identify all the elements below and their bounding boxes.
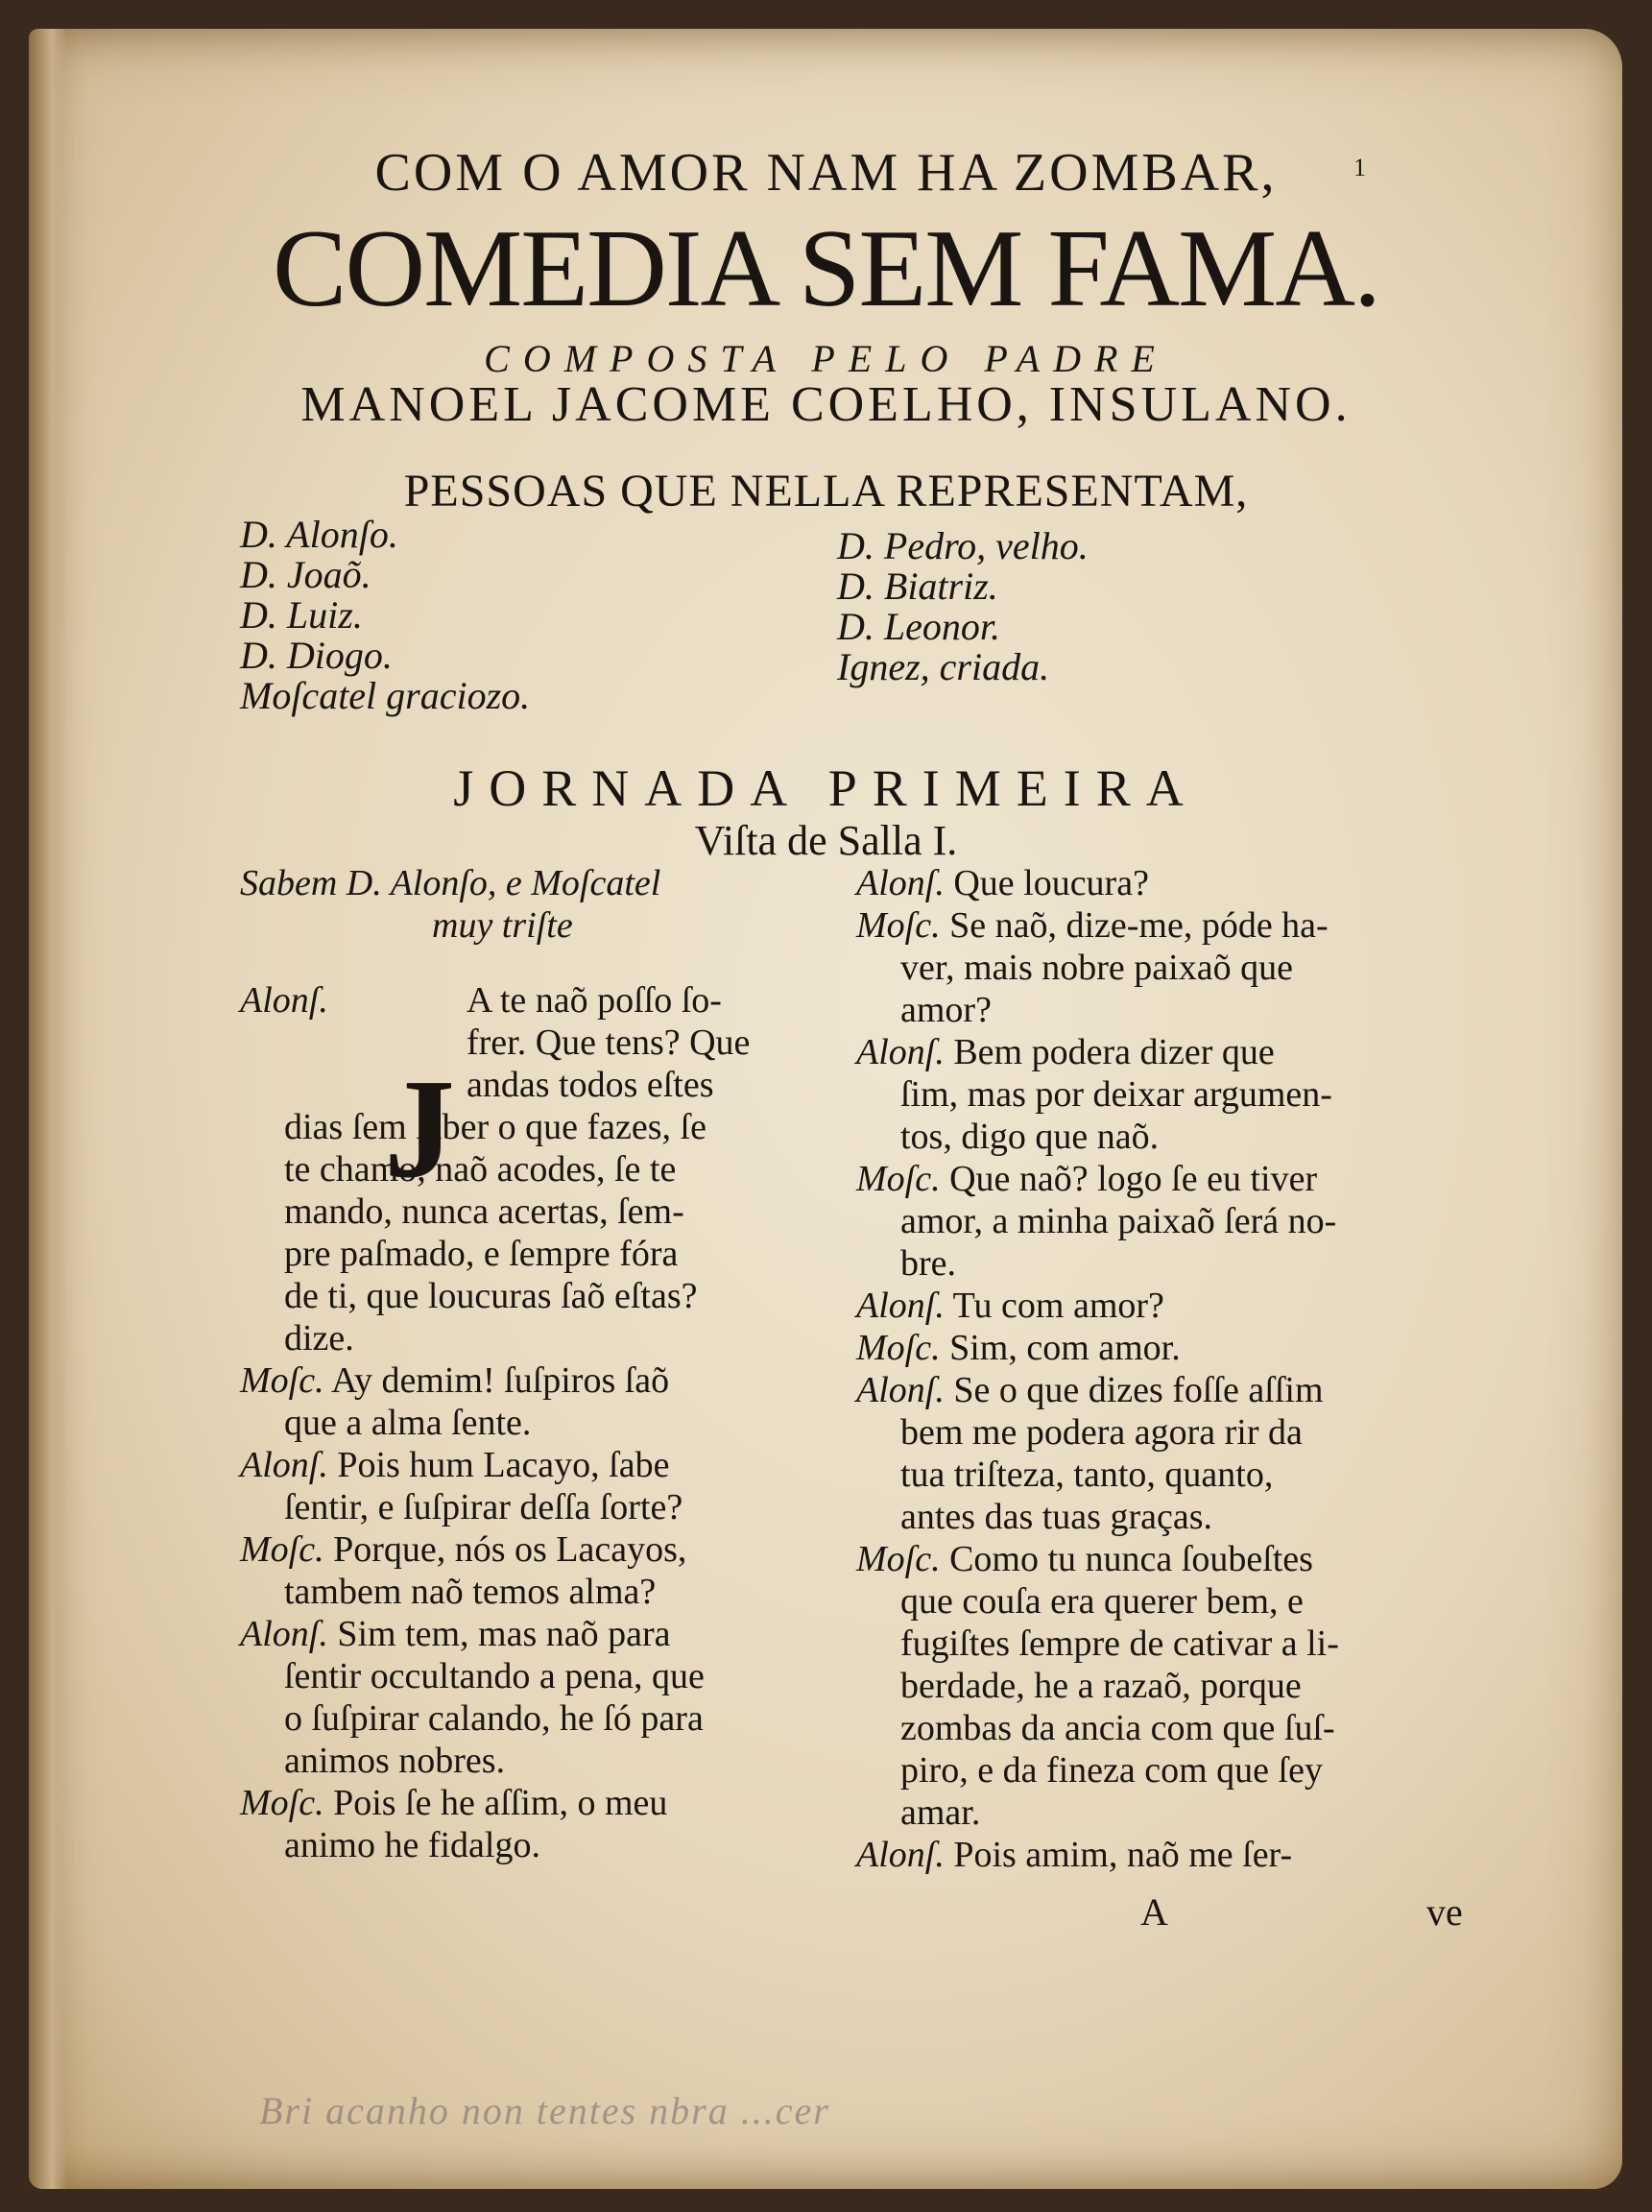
line-text: mando, nunca acertas, ſem-: [284, 1191, 684, 1232]
line-text: que couſa era querer bem, e: [900, 1581, 1304, 1622]
line-text: que a alma ſente.: [284, 1403, 532, 1443]
line-text: Pois ſe he aſſim, o meu: [333, 1783, 668, 1823]
line-text: de ti, que loucuras ſaõ eſtas?: [284, 1276, 698, 1316]
dialogue-line: [856, 1369, 1451, 1411]
speaker-label: Moſc.: [856, 1539, 941, 1579]
line-text: Se naõ, dize-me, póde ha-: [949, 905, 1329, 946]
text-line: A te naõ poſſo ſo-: [467, 980, 722, 1021]
line-text: Sim, com amor.: [949, 1328, 1181, 1368]
line-text: bre.: [900, 1243, 957, 1284]
dialogue-line: [856, 1749, 1451, 1791]
author: MANOEL JACOME COELHO, INSULANO.: [300, 377, 1352, 432]
dialogue-line: [856, 1538, 1451, 1580]
cast-item: D. Biatriz.: [837, 565, 998, 608]
line-text: Ay demim! ſuſpiros ſaõ: [330, 1360, 670, 1401]
dialogue-line: [240, 1233, 845, 1275]
dialogue-line: [856, 989, 1451, 1031]
dialogue-line: [240, 1528, 845, 1571]
speaker-label: Alonſ.: [856, 863, 945, 903]
speaker-label: Alonſ.: [240, 1445, 328, 1485]
line-text: Que naõ? logo ſe eu tiver: [949, 1159, 1318, 1199]
dialogue-line: [856, 1242, 1451, 1285]
cast-item: D. Leonor.: [837, 605, 1001, 648]
cast-list-right: [837, 526, 1089, 687]
act-title: JORNADA PRIMEIRA: [453, 759, 1199, 817]
cast-item: D. Diogo.: [240, 634, 393, 677]
dialogue-line: [856, 1623, 1451, 1665]
line-text: Como tu nunca ſoubeſtes: [949, 1539, 1313, 1579]
speaker-label: Moſc.: [240, 1783, 324, 1823]
speaker-label: Moſc.: [856, 1159, 941, 1199]
dialogue-line: [240, 1697, 845, 1740]
line-text: tambem naõ temos alma?: [284, 1572, 657, 1612]
speaker-label: Moſc.: [240, 1360, 324, 1401]
stage-direction: muy triſte: [432, 905, 573, 946]
text-line: frer. Que tens? Que: [467, 1022, 751, 1063]
dialogue-line: [240, 1571, 845, 1613]
dialogue-line: [856, 862, 1451, 904]
cast-item: D. Pedro, velho.: [837, 524, 1089, 567]
dialogue-line: [240, 1402, 845, 1444]
dialogue-line: [240, 1824, 845, 1866]
stage-direction: Sabem D. Alonſo, e Moſcatel: [240, 863, 661, 903]
line-text: Bem podera dizer que: [953, 1032, 1275, 1072]
line-text: amor?: [900, 990, 992, 1030]
cast-item: D. Luiz.: [240, 593, 363, 637]
dialogue-line: [856, 1116, 1451, 1158]
line-text: dias ſem ſaber o que fazes, ſe: [284, 1107, 706, 1147]
drop-cap: J: [384, 1050, 455, 1208]
line-text: amor, a minha paixaõ ſerá no-: [900, 1201, 1337, 1241]
handwritten-note: Bri acanho non tentes nbra ...cer: [259, 2089, 830, 2132]
dialogue-line: [856, 904, 1451, 947]
catchword: ve: [1426, 1890, 1463, 1934]
speaker-label: Alonſ.: [856, 1835, 945, 1875]
line-text: zombas da ancia com que ſuſ-: [900, 1708, 1335, 1748]
line-text: Que loucura?: [953, 863, 1149, 903]
subtitle: COMPOSTA PELO PADRE: [484, 337, 1168, 380]
line-text: ſim, mas por deixar argumen-: [900, 1074, 1332, 1115]
speaker-label: Alonſ.: [856, 1032, 945, 1072]
line-text: Se o que dizes foſſe aſſim: [953, 1370, 1324, 1410]
line-text: berdade, he a razaõ, porque: [900, 1666, 1302, 1706]
line-text: animos nobres.: [284, 1741, 506, 1781]
page-mark: 1: [1353, 154, 1366, 181]
dialogue-line: [856, 1200, 1451, 1242]
dialogue-line: [856, 1791, 1451, 1834]
line-text: ver, mais nobre paixaõ que: [900, 948, 1293, 988]
title-line-1: COM O AMOR NAM HA ZOMBAR,: [374, 143, 1278, 203]
cast-item: Ignez, criada.: [837, 645, 1050, 688]
line-text: tua triſteza, tanto, quanto,: [900, 1455, 1274, 1495]
dialogue-line: [856, 1707, 1451, 1749]
dialogue-line: [856, 1285, 1451, 1327]
line-text: Tu com amor?: [952, 1286, 1164, 1326]
dialogue-line: [240, 1486, 845, 1528]
dialogue-line: [856, 1834, 1451, 1876]
cast-item: D. Alonſo.: [240, 513, 398, 556]
dialogue-line: [240, 1740, 845, 1782]
dialogue-line: [856, 1411, 1451, 1454]
line-text: bem me podera agora rir da: [900, 1412, 1303, 1453]
line-text: ſentir occultando a pena, que: [284, 1656, 705, 1696]
dialogue-line: [240, 1613, 845, 1655]
text-line: andas todos eſtes: [467, 1065, 714, 1105]
line-text: Porque, nós os Lacayos,: [333, 1529, 687, 1570]
dialogue-line: [856, 1327, 1451, 1369]
right-dialogue: [856, 862, 1451, 1876]
line-text: pre paſmado, e ſempre fóra: [284, 1234, 679, 1274]
line-text: ſentir, e ſuſpirar deſſa ſorte?: [284, 1487, 683, 1527]
title-line-2: COMEDIA SEM FAMA.: [272, 207, 1380, 330]
cast-item: D. Joaõ.: [240, 553, 371, 596]
dialogue-line: [240, 1190, 845, 1233]
line-text: o ſuſpirar calando, he ſó para: [284, 1698, 704, 1739]
dialogue-line: [856, 947, 1451, 989]
dialogue-line: [240, 1444, 845, 1486]
speaker-label: Alonſ.: [856, 1286, 945, 1326]
speaker-label: Moſc.: [856, 1328, 941, 1368]
dialogue-line: [856, 1454, 1451, 1496]
left-dialogue: [240, 1106, 845, 1866]
signature-mark: A: [1140, 1890, 1168, 1934]
scene-heading: Viſta de Salla I.: [694, 817, 958, 864]
dialogue-line: [856, 1580, 1451, 1623]
speaker-label: Alonſ.: [240, 980, 328, 1021]
line-text: Pois hum Lacayo, ſabe: [337, 1445, 670, 1485]
left-column: [240, 862, 845, 1866]
line-text: Pois amim, naõ me ſer-: [953, 1835, 1293, 1875]
speaker-label: Moſc.: [856, 905, 941, 946]
right-column: [856, 862, 1451, 1876]
dialogue-line: [240, 1317, 845, 1359]
line-text: te chamo, naõ acodes, ſe te: [284, 1149, 677, 1190]
cast-list-left: [240, 515, 530, 716]
dialogue-line: [856, 1496, 1451, 1538]
dialogue-line: [240, 1106, 845, 1148]
dialogue-line: [856, 1073, 1451, 1116]
speaker-label: Alonſ.: [240, 1614, 328, 1654]
dialogue-line: [240, 1782, 845, 1824]
line-text: piro, e da fineza com que ſey: [900, 1750, 1323, 1791]
speaker-label: Moſc.: [240, 1529, 324, 1570]
persons-heading: PESSOAS QUE NELLA REPRESENTAM,: [403, 466, 1249, 517]
dialogue-line: [240, 1359, 845, 1402]
dialogue-line: [240, 1655, 845, 1697]
line-text: tos, digo que naõ.: [900, 1117, 1160, 1157]
cast-item: Moſcatel graciozo.: [240, 674, 531, 717]
line-text: Sim tem, mas naõ para: [337, 1614, 671, 1654]
speaker-label: Alonſ.: [856, 1370, 945, 1410]
line-text: dize.: [284, 1318, 354, 1358]
line-text: fugiſtes ſempre de cativar a li-: [900, 1623, 1339, 1664]
dialogue-line: [240, 1275, 845, 1317]
dialogue-line: [240, 1148, 845, 1190]
dialogue-line: [856, 1158, 1451, 1200]
dialogue-line: [856, 1665, 1451, 1707]
line-text: animo he fidalgo.: [284, 1825, 540, 1865]
line-text: antes das tuas graças.: [900, 1497, 1212, 1537]
line-text: amar.: [900, 1792, 981, 1833]
dialogue-line: [856, 1031, 1451, 1073]
